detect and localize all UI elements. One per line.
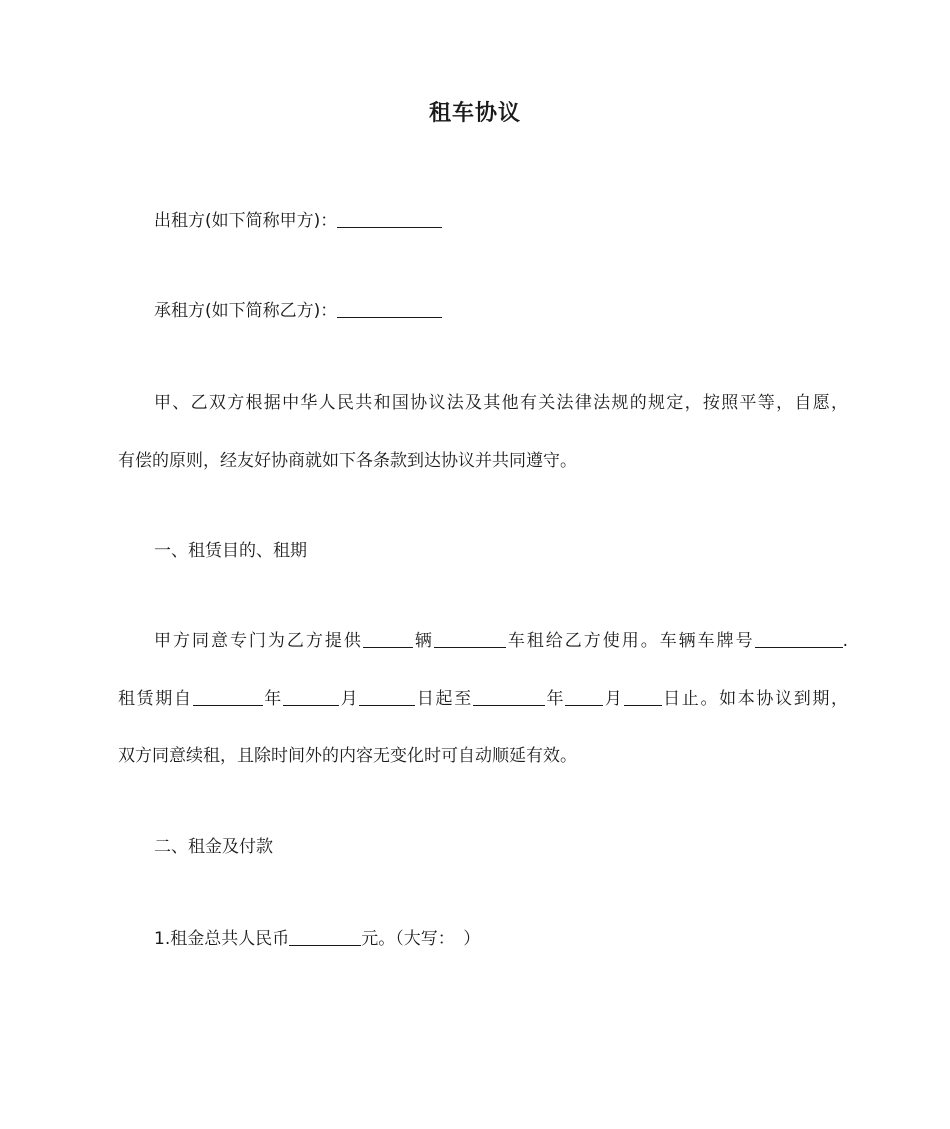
rent-total-label: 1.租金总共人民币 — [154, 929, 290, 949]
s1-to-label: 日起至 — [415, 689, 473, 709]
plate-number-blank[interactable] — [755, 629, 843, 648]
preamble-line-2: 有偿的原则，经友好协商就如下各条款到达协议并共同遵守。 — [118, 451, 577, 471]
s1-end-tail: 日止。如本协议到期， — [661, 689, 849, 709]
vehicle-model-blank[interactable] — [434, 629, 506, 648]
lessee-line — [154, 298, 848, 324]
start-day-blank[interactable] — [359, 687, 415, 706]
preamble-line-1: 甲、乙双方根据中华人民共和国协议法及其他有关法律法规的规定，按照平等，自愿， — [154, 393, 848, 413]
lessor-line — [154, 208, 848, 234]
section1-line-1 — [154, 628, 848, 654]
end-month-blank[interactable] — [565, 687, 603, 706]
section2-item-1 — [154, 926, 848, 952]
s1-lease-from: 租赁期自 — [118, 689, 193, 709]
s1-text-b: 辆 — [412, 631, 434, 651]
rent-total-tail: 元。（大写： ） — [361, 929, 481, 949]
lessee-label: 承租方(如下简称乙方)： — [154, 301, 338, 321]
document-title: 租车协议 — [428, 101, 521, 126]
section2-heading: 二、租金及付款 — [154, 837, 273, 857]
section1-line-3: 双方同意续租，且除时间外的内容无变化时可自动顺延有效。 — [118, 746, 577, 766]
s1-year-label: 年 — [262, 689, 283, 709]
section1-line-2 — [118, 686, 848, 712]
vehicle-count-blank[interactable] — [363, 629, 413, 648]
s1-month-label: 月 — [338, 689, 360, 709]
s1-end-year-label: 年 — [544, 689, 566, 709]
lessor-label: 出租方(如下简称甲方)： — [154, 211, 338, 231]
s1-end-month-label: 月 — [603, 689, 624, 709]
s1-text-a: 甲方同意专门为乙方提供 — [154, 631, 363, 651]
s1-text-c: 车租给乙方使用。车辆车牌号 — [505, 631, 755, 651]
end-year-blank[interactable] — [473, 687, 545, 706]
rent-amount-blank[interactable] — [289, 927, 361, 946]
start-year-blank[interactable] — [193, 687, 263, 706]
end-day-blank[interactable] — [624, 687, 662, 706]
s1-text-d: . — [842, 631, 849, 651]
start-month-blank[interactable] — [283, 687, 339, 706]
section1-heading: 一、租赁目的、租期 — [154, 541, 307, 561]
lessor-blank[interactable] — [337, 209, 442, 228]
lessee-blank[interactable] — [337, 299, 442, 318]
